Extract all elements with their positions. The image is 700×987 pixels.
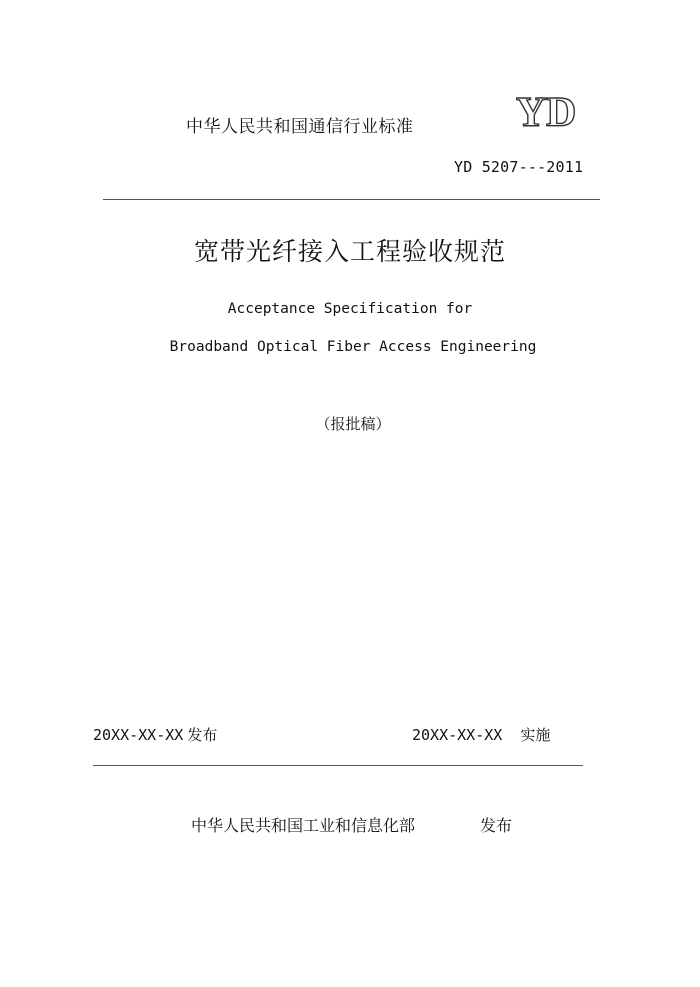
bottom-divider — [93, 765, 583, 766]
implementation-date-line — [412, 724, 550, 745]
implementation-label: 实施 — [520, 726, 551, 744]
document-title-english-line1: Acceptance Specification for — [227, 301, 473, 317]
issue-label: 发布 — [187, 726, 218, 744]
document-title-english-line2: Broadband Optical Fiber Access Engineering — [169, 339, 537, 355]
document-title-chinese: 宽带光纤接入工程验收规范 — [193, 237, 506, 266]
issue-date-line — [93, 724, 217, 745]
standard-number: YD 5207---2011 — [454, 158, 584, 176]
publisher-name: 中华人民共和国工业和信息化部 — [191, 816, 416, 835]
top-divider — [103, 199, 600, 200]
draft-status: （报批稿） — [315, 415, 391, 433]
publish-label: 发布 — [480, 816, 513, 835]
yd-logo — [516, 88, 576, 136]
issue-date: 20XX-XX-XX — [93, 726, 184, 744]
implementation-date: 20XX-XX-XX — [412, 726, 503, 744]
yd-logo-text: YD — [516, 90, 576, 136]
standard-category-heading: 中华人民共和国通信行业标准 — [186, 117, 414, 137]
